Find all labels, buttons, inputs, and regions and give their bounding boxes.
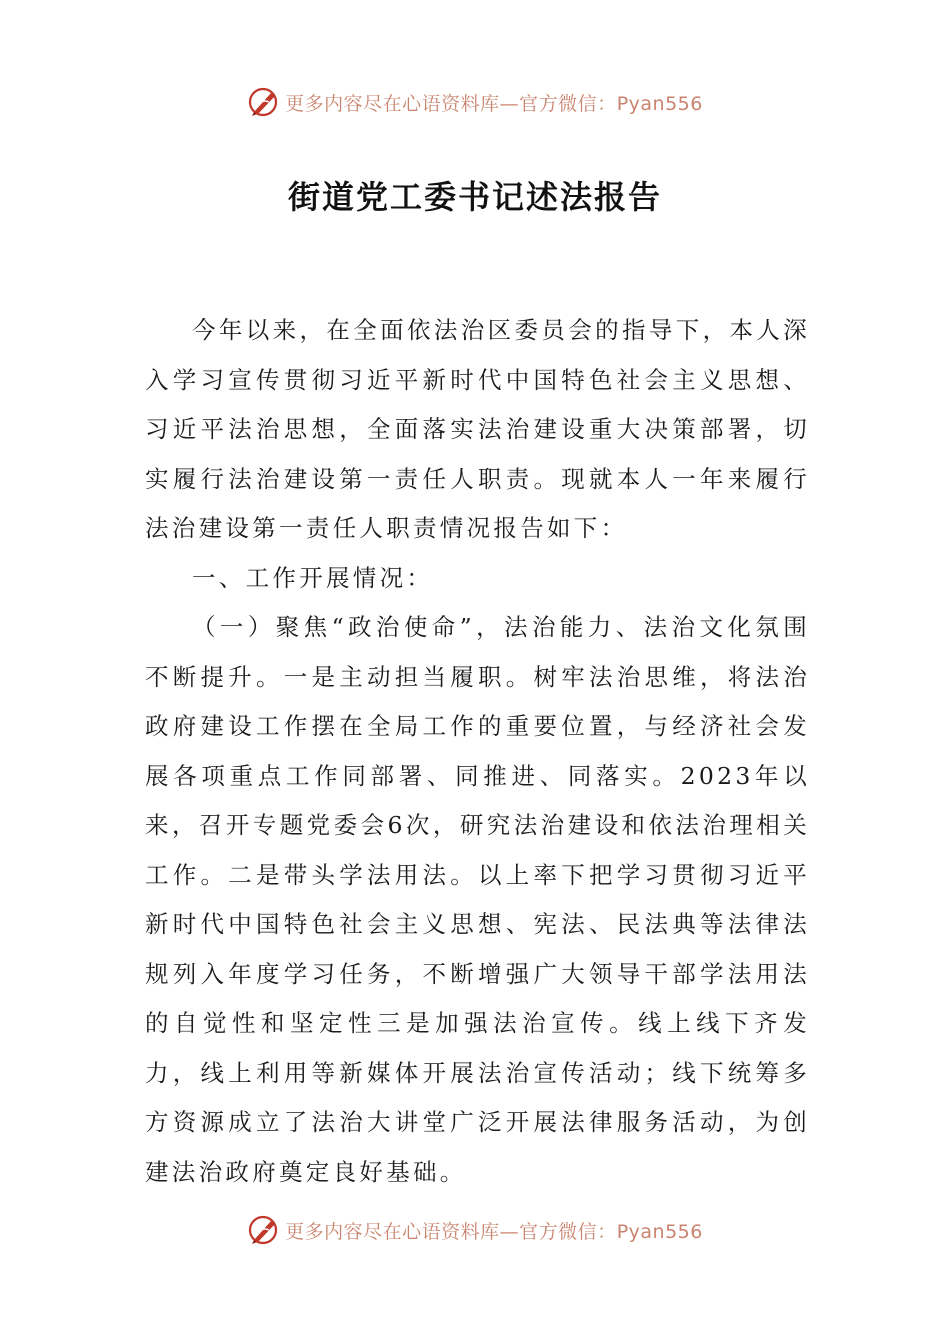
watermark-text <box>285 89 703 116</box>
paragraph-section-1: （一）聚焦“政治使命”，法治能力、法治文化氛围不断提升。一是主动担当履职。树牢法治思维，将法治政府建设工作摆在全局工作的重要位置，与经济社会发展各项重点工作同部署、同推进、同落实。2023年以来，召开专题党委会6次，研究法治建设和依法治理相关工作。二是带头学法用法。以上率下把学习贯彻习近平新时代中国特色社会主义思想、宪法、民法典等法律法规列入年度学习任务，不断增强广大领导干部学法用法的自觉性和坚定性三是加强法治宣传。线上线下齐发力，线上利用等新媒体开展法治宣传活动；线下统筹多方资源成立了法治大讲堂广泛开展法律服务活动，为创建法治政府奠定良好基础。 <box>145 613 810 1186</box>
pen-logo-icon <box>247 1213 281 1247</box>
watermark-separator: — <box>499 1220 520 1243</box>
document-title: 街道党工委书记述法报告 <box>287 178 662 216</box>
watermark-separator: — <box>499 92 520 115</box>
watermark-wechat-id: Pyan556 <box>616 92 703 115</box>
watermark-wechat-label: 官方微信： <box>519 1220 617 1243</box>
document-body <box>145 306 810 1197</box>
watermark-text <box>285 1217 703 1244</box>
watermark-banner-top <box>0 77 950 127</box>
watermark-slogan: 更多内容尽在心语资料库 <box>285 92 500 115</box>
watermark-wechat-label: 官方微信： <box>519 92 617 115</box>
section-heading: 一、工作开展情况： <box>192 563 434 592</box>
watermark-wechat-id: Pyan556 <box>616 1220 703 1243</box>
watermark-banner-bottom <box>0 1205 950 1255</box>
pen-logo-icon <box>247 85 281 119</box>
watermark-slogan: 更多内容尽在心语资料库 <box>285 1220 500 1243</box>
paragraph-intro: 今年以来，在全面依法治区委员会的指导下，本人深入学习宣传贯彻习近平新时代中国特色社会主义思想、习近平法治思想，全面落实法治建设重大决策部署，切实履行法治建设第一责任人职责。现就本人一年来履行法治建设第一责任人职责情况报告如下： <box>145 316 810 542</box>
